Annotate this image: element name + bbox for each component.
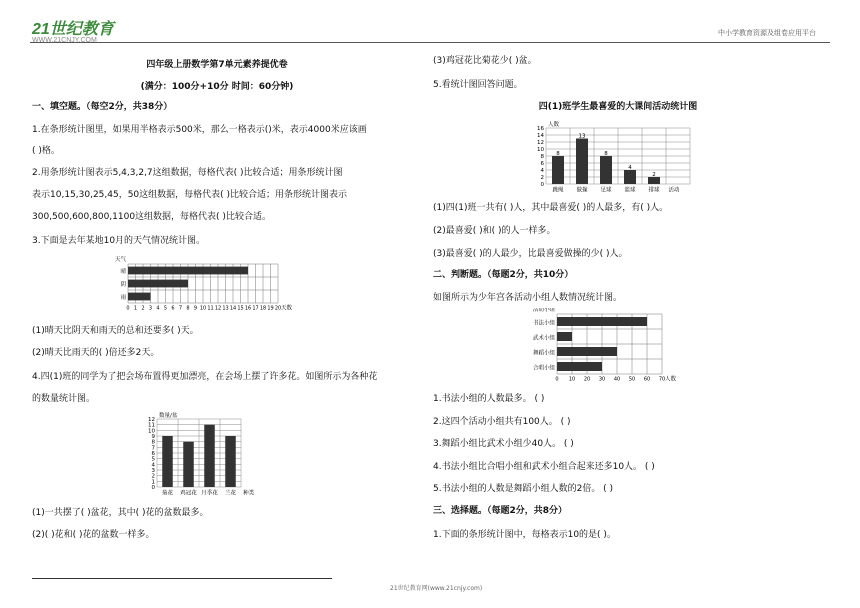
tick-label: 2 (141, 305, 145, 312)
tick-label: 15 (237, 305, 244, 312)
data-label: 4 (628, 165, 632, 171)
bar-武术小组 (557, 332, 572, 341)
tick-label: 16 (244, 305, 252, 312)
bar-菊花 (162, 436, 173, 487)
question-5: 5.看统计图回答问题。 (433, 80, 523, 90)
tick-label: 4 (540, 168, 544, 174)
bar-雨 (128, 293, 151, 301)
bar-阴 (128, 280, 188, 288)
bar-兰花 (225, 436, 236, 487)
y-axis-label: 天气 (114, 257, 126, 263)
section-1-heading: 一、填空题。（每空2分，共38分） (32, 102, 173, 112)
tick-label: 10 (199, 305, 207, 312)
category-label: 鸡冠花 (180, 490, 197, 497)
tick-label: 19 (267, 305, 274, 312)
tick-label: 8 (151, 439, 155, 446)
tick-label: 10 (568, 376, 576, 383)
bar-排球 (648, 177, 660, 184)
tick-label: 8 (540, 154, 544, 160)
question-5-part-2: (2)最喜爱( )和( )的人一样多。 (433, 226, 556, 236)
group-chart (525, 308, 695, 388)
bar-足球 (600, 156, 612, 184)
bar-鸡冠花 (183, 442, 194, 487)
judge-4: 4.书法小组比合唱小组和武术小组合起来还多10人。 ( ) (433, 462, 655, 472)
x-axis-label: 种类 (243, 490, 255, 497)
judge-2: 2.这四个活动小组共有100人。 ( ) (433, 417, 571, 427)
tick-label: 11 (207, 305, 214, 312)
question-4-line-1: 4.四(1)班的同学为了把会场布置得更加漂亮，在会场上摆了许多花。如图所示为各种花 (32, 372, 378, 382)
bar-做操 (576, 139, 588, 185)
judge-3: 3.舞蹈小组比武术小组少40人。 ( ) (433, 439, 574, 449)
question-2-line-1: 2.用条形统计图表示5,4,3,2,7这组数据，每格代表( )比较合适；用条形统计图 (32, 168, 343, 178)
section-2-heading: 二、判断题。（每题2分，共10分） (433, 270, 574, 280)
question-3-part-1: (1)晴天比阴天和雨天的总和还要多( )天。 (32, 326, 199, 336)
bar-合唱小组 (557, 362, 602, 371)
tick-label: 0 (126, 305, 130, 312)
question-3: 3.下面是去年某地10月的天气情况统计图。 (32, 236, 206, 246)
header-tagline: 中小学教育资源及组卷应用平台 (718, 29, 816, 37)
question-2-line-2: 表示10,15,30,25,45，50这组数据，每格代表( )比较合适；用条形统计图表示 (32, 190, 348, 200)
tick-label: 4 (151, 462, 155, 469)
page-title: 四年级上册数学第7单元素养提优卷 (146, 60, 288, 70)
y-axis-label: 人数 (548, 122, 560, 128)
category-label: 做操 (576, 187, 588, 194)
tick-label: 8 (186, 305, 190, 312)
data-label: 8 (556, 151, 560, 157)
tick-label: 50 (628, 376, 636, 383)
category-label: 菊花 (161, 490, 174, 497)
tick-label: 70 (658, 376, 666, 383)
header-divider (30, 42, 830, 43)
tick-label: 60 (643, 376, 651, 383)
tick-label: 0 (151, 485, 155, 491)
category-label: 阴 (120, 282, 126, 289)
question-5-part-3: (3)最喜爱( )的人最少，比最喜爱做操的少( )人。 (433, 249, 628, 259)
section-3-heading: 三、选择题。（每题2分，共8分） (433, 506, 568, 516)
tick-label: 5 (151, 456, 155, 463)
x-axis-label: 活动 (668, 187, 680, 194)
tick-label: 10 (537, 147, 544, 153)
footer-divider (32, 578, 332, 579)
category-label: 跳绳 (552, 187, 564, 194)
tick-label: 20 (583, 376, 591, 383)
activity-chart (528, 118, 718, 196)
tick-label: 17 (252, 305, 259, 312)
tick-label: 18 (259, 305, 267, 312)
tick-label: 7 (151, 445, 155, 452)
activity-chart-title: 四(1)班学生最喜爱的大课间活动统计图 (538, 102, 698, 112)
site-logo: 21世纪教育 WWW.21CNJY.COM (32, 21, 114, 44)
tick-label: 0 (540, 182, 544, 188)
bar-书法小组 (557, 317, 647, 326)
data-label: 2 (652, 172, 656, 178)
y-axis-label: 数量/盆 (159, 413, 178, 419)
tick-label: 3 (151, 468, 155, 474)
tick-label: 5 (163, 305, 168, 312)
category-label: 足球 (600, 187, 612, 194)
category-label: 武术小组 (532, 335, 555, 342)
tick-label: 16 (537, 126, 544, 132)
tick-label: 6 (540, 161, 544, 167)
x-axis-label: 天数 (281, 305, 293, 312)
question-2-line-3: 300,500,600,800,1100这组数据，每格代表( )比较合适。 (32, 212, 271, 222)
question-4-part-1: (1)一共摆了( )盆花，其中( )花的盆数最多。 (32, 508, 209, 518)
tick-label: 7 (178, 305, 183, 312)
question-4-part-3: (3)鸡冠花比菊花少( )盆。 (433, 56, 537, 66)
tick-label: 1 (133, 305, 138, 312)
tick-label: 6 (151, 451, 155, 457)
tick-label: 6 (171, 305, 175, 312)
bar-跳绳 (552, 156, 564, 184)
bar-篮球 (624, 170, 636, 184)
data-label: 13 (578, 133, 586, 140)
bar-晴 (128, 267, 248, 275)
category-label: 排球 (648, 187, 660, 194)
tick-label: 9 (151, 434, 155, 440)
bar-舞蹈小组 (557, 347, 617, 356)
tick-label: 3 (148, 305, 153, 312)
weather-chart (110, 254, 300, 318)
category-label: 晴 (120, 269, 126, 276)
category-label: 舞蹈小组 (532, 350, 555, 357)
y-axis-label: 活动小组 (532, 308, 555, 313)
category-label: 月季花 (201, 490, 218, 497)
question-3-part-2: (2)晴天比雨天的( )倍还多2天。 (32, 348, 160, 358)
tick-label: 14 (537, 133, 544, 139)
question-1-line-1: 1.在条形统计图里，如果用半格表示500米，那么一格表示()米，表示4000米应该画 (32, 125, 367, 135)
choice-1: 1.下面的条形统计图中，每格表示10的是( )。 (433, 530, 616, 540)
tick-label: 2 (540, 175, 544, 181)
judge-5: 5.书法小组的人数是舞蹈小组人数的2倍。 ( ) (433, 484, 614, 494)
page-subtitle: (满分：100分+10分 时间：60分钟) (140, 82, 294, 92)
data-label: 8 (604, 151, 608, 157)
flower-chart (145, 409, 275, 501)
question-1-line-2: ( )格。 (32, 146, 60, 156)
tick-label: 4 (156, 305, 160, 312)
judge-1: 1.书法小组的人数最多。 ( ) (433, 394, 545, 404)
section-2-intro: 如图所示为少年宫各活动小组人数情况统计图。 (433, 293, 623, 303)
tick-label: 9 (193, 305, 198, 312)
tick-label: 20 (274, 305, 282, 312)
tick-label: 10 (148, 428, 155, 435)
tick-label: 12 (214, 305, 222, 312)
tick-label: 0 (555, 376, 559, 383)
category-label: 兰花 (224, 490, 237, 497)
question-4-line-2: 的数量统计图。 (32, 394, 96, 404)
tick-label: 14 (229, 305, 237, 312)
tick-label: 11 (148, 422, 155, 429)
footer-text: 21世纪教育网(www.21cnjy.com) (390, 585, 483, 592)
question-4-part-2: (2)( )花和( )花的盆数一样多。 (32, 530, 155, 540)
tick-label: 30 (598, 376, 606, 383)
tick-label: 1 (151, 479, 155, 486)
tick-label: 12 (537, 140, 544, 146)
category-label: 篮球 (624, 187, 636, 194)
tick-label: 40 (613, 376, 621, 383)
category-label: 书法小组 (532, 320, 555, 327)
category-label: 雨 (120, 295, 126, 302)
tick-label: 13 (222, 305, 229, 312)
category-label: 合唱小组 (532, 365, 555, 372)
question-5-part-1: (1)四(1)班一共有( )人，其中最喜爱( )的人最多，有( )人。 (433, 203, 669, 213)
bar-月季花 (204, 425, 215, 487)
tick-label: 2 (151, 473, 155, 480)
x-axis-label: 人数 (665, 376, 677, 383)
tick-label: 12 (148, 417, 155, 423)
